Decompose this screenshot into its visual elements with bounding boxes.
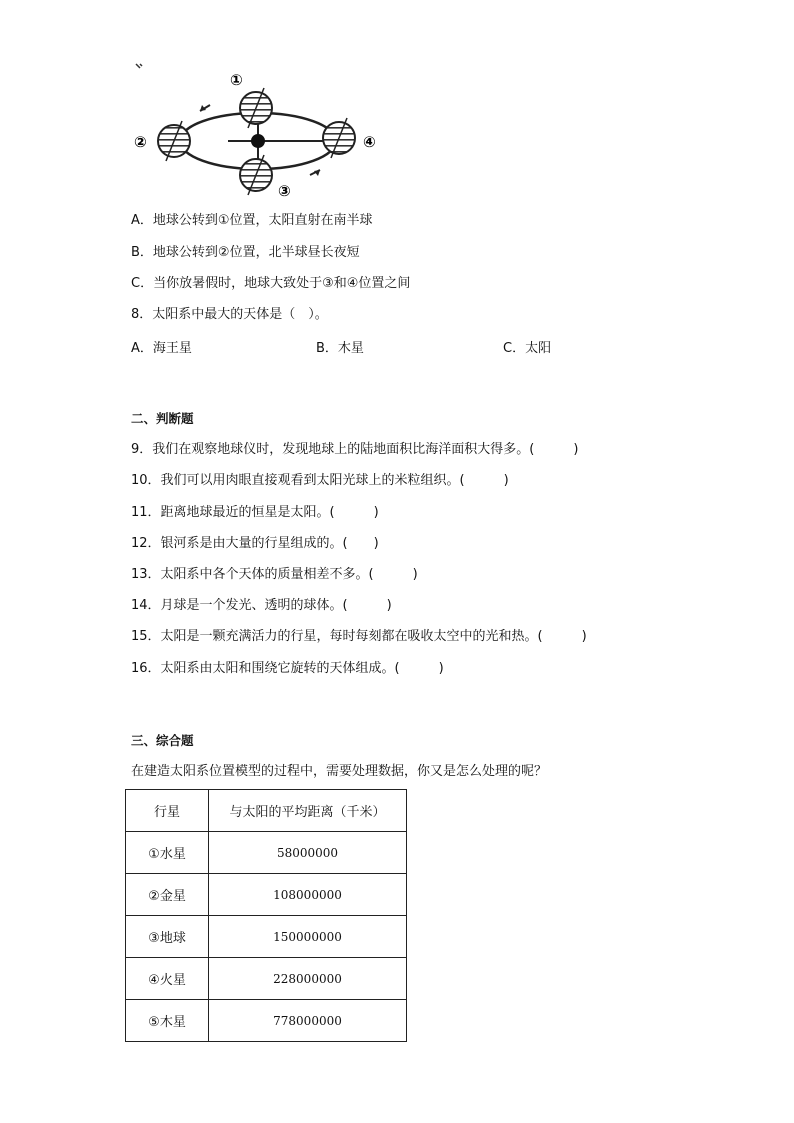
position-label-2: ②: [134, 133, 147, 151]
planet-distance-table: [125, 789, 407, 1042]
q7-option-b: B．地球公转到②位置，北半球昼长夜短: [131, 245, 360, 260]
corner-mark: [136, 64, 142, 68]
section-2-title: 二、判断题: [131, 411, 194, 426]
q8-option-a: A．海王星: [131, 341, 192, 356]
earth-position-3: [240, 155, 272, 195]
distance-cell: 108000000: [209, 874, 407, 916]
question-11: 11．距离地球最近的恒星是太阳。( ): [131, 505, 379, 520]
sun: [251, 134, 265, 148]
q8-stem: 8．太阳系中最大的天体是（ ）。: [131, 307, 328, 322]
distance-cell: 150000000: [209, 916, 407, 958]
question-9: 9．我们在观察地球仪时，发现地球上的陆地面积比海洋面积大得多。( ): [131, 442, 579, 457]
q7-option-c: C．当你放暑假时，地球大致处于③和④位置之间: [131, 276, 411, 291]
question-12: 12．银河系是由大量的行星组成的。( ): [131, 536, 379, 551]
q7-option-a: A．地球公转到①位置，太阳直射在南半球: [131, 213, 373, 228]
position-label-1: ①: [230, 71, 243, 89]
q8-options: [131, 337, 631, 355]
planet-cell: ②金星: [126, 874, 209, 916]
planet-cell: ④火星: [126, 958, 209, 1000]
position-label-4: ④: [363, 133, 376, 151]
earth-position-2: [158, 121, 190, 161]
table-row: [126, 958, 407, 1000]
header-distance: 与太阳的平均距离（千米）: [209, 790, 407, 832]
position-label-3: ③: [278, 182, 291, 198]
section-3-prompt: 在建造太阳系位置模型的过程中，需要处理数据，你又是怎么处理的呢？: [131, 764, 548, 779]
distance-cell: 228000000: [209, 958, 407, 1000]
q8-option-b: B．木星: [316, 341, 364, 356]
question-15: 15．太阳是一颗充满活力的行星，每时每刻都在吸收太空中的光和热。( ): [131, 629, 587, 644]
table-row: [126, 874, 407, 916]
header-planet: 行星: [126, 790, 209, 832]
planet-cell: ①水星: [126, 832, 209, 874]
earth-orbit-diagram: [128, 58, 388, 198]
distance-cell: 58000000: [209, 832, 407, 874]
table-row: [126, 916, 407, 958]
earth-position-4: [323, 118, 355, 158]
question-14: 14．月球是一个发光、透明的球体。( ): [131, 598, 392, 613]
distance-cell: 778000000: [209, 1000, 407, 1042]
q8-option-c: C．太阳: [503, 341, 552, 356]
question-13: 13．太阳系中各个天体的质量相差不多。( ): [131, 567, 418, 582]
table-row: [126, 832, 407, 874]
table-header-row: [126, 790, 407, 832]
table-row: [126, 1000, 407, 1042]
section-3-title: 三、综合题: [131, 733, 194, 748]
planet-cell: ③地球: [126, 916, 209, 958]
planet-cell: ⑤木星: [126, 1000, 209, 1042]
question-10: 10．我们可以用肉眼直接观看到太阳光球上的米粒组织。( ): [131, 473, 509, 488]
question-16: 16．太阳系由太阳和围绕它旋转的天体组成。( ): [131, 661, 444, 676]
earth-position-1: [240, 88, 272, 128]
